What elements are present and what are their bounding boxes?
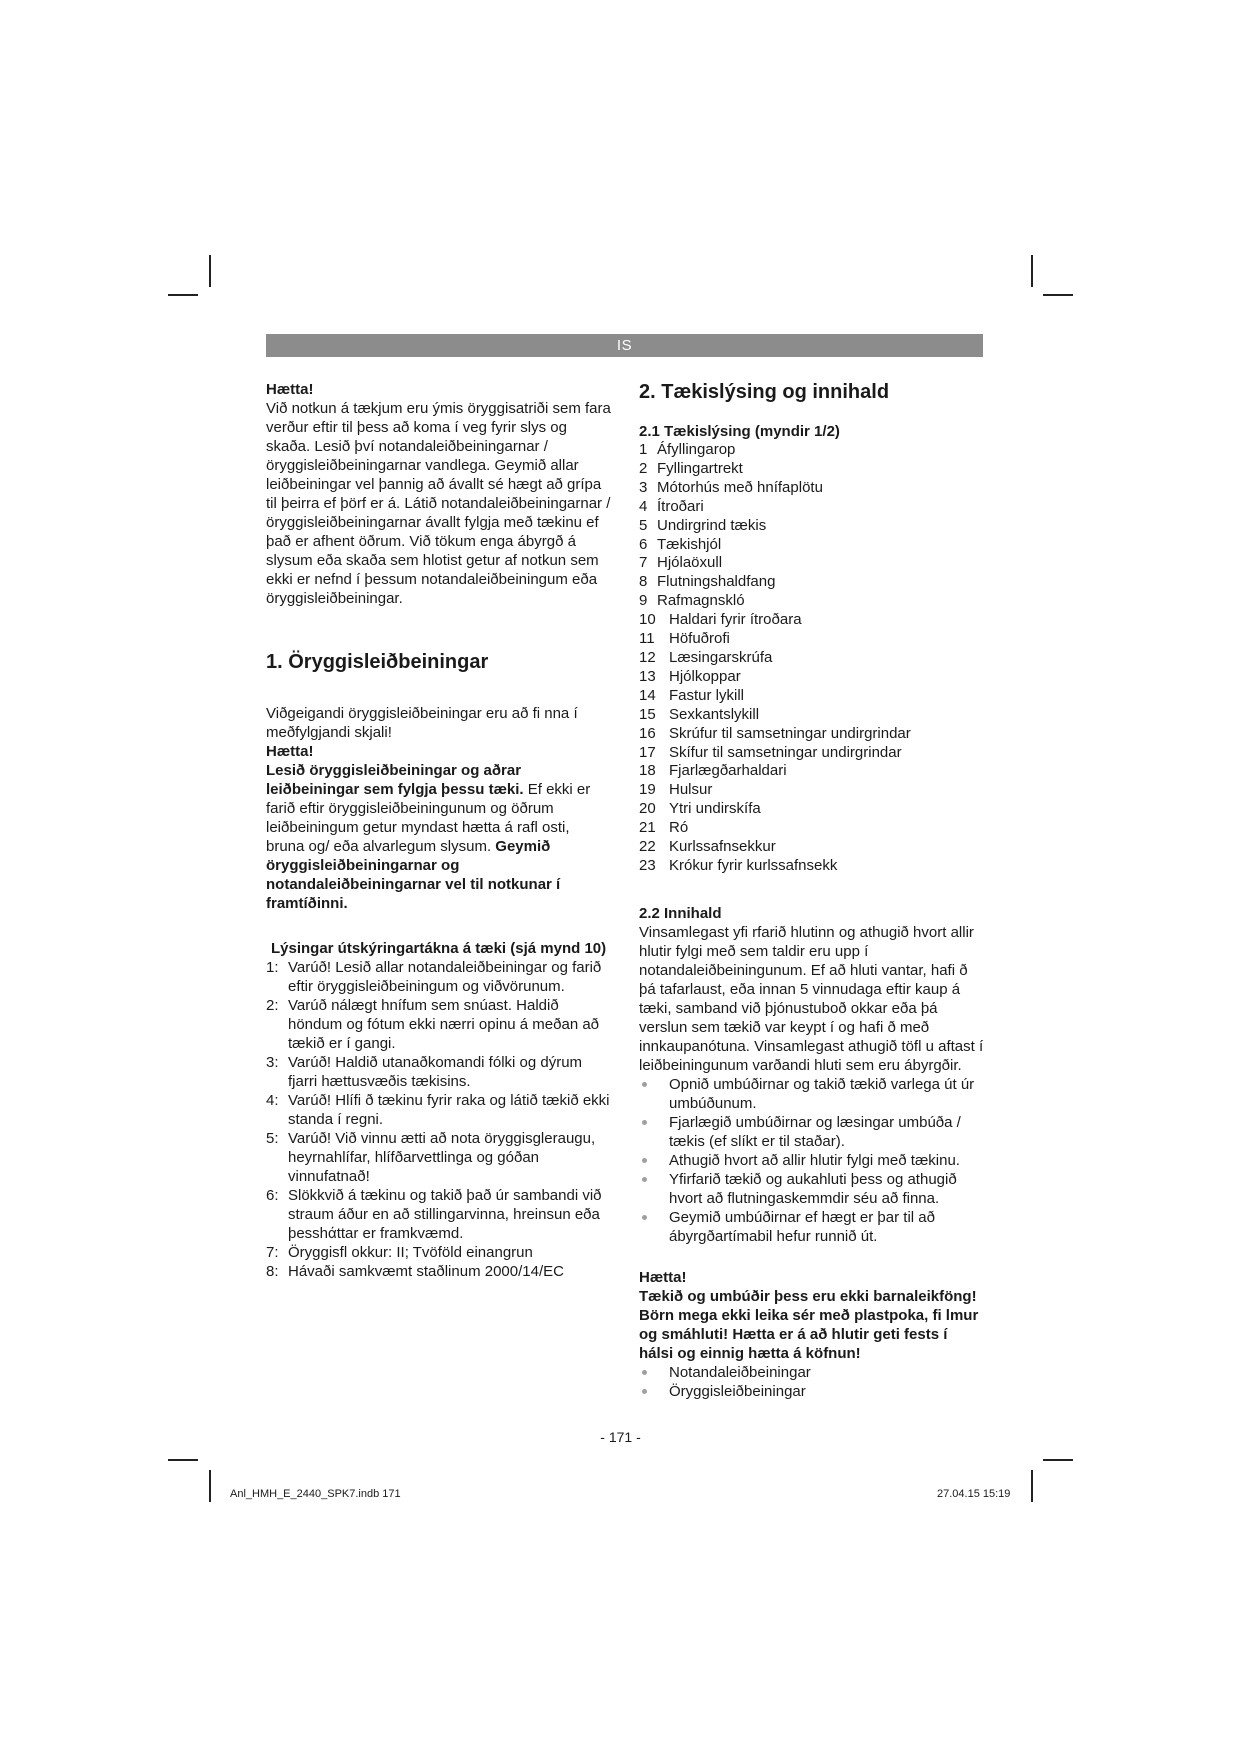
part-number: 16: [639, 724, 656, 742]
symbol-item: [266, 1091, 611, 1129]
part-item: [639, 573, 984, 592]
part-item: [639, 762, 984, 781]
part-text: Sexkantslykill: [669, 705, 760, 723]
part-text: Krókur fyrir kurlssafnsekk: [669, 856, 838, 874]
symbol-text: Slökkvið á tækinu og takið það úr sambandi við straum áður en að stillingarvinna, hreinsun eða þesshάttar er framkvæmd.: [288, 1187, 602, 1242]
content-bullets: [639, 1075, 984, 1246]
part-text: Fjarlægðarhaldari: [669, 762, 787, 780]
crop-mark: [1031, 1470, 1033, 1502]
symbol-number: 5:: [266, 1130, 279, 1147]
list-item: [639, 1113, 984, 1151]
part-item: [639, 554, 984, 573]
part-item: [639, 857, 984, 876]
part-number: 3: [639, 478, 648, 496]
part-number: 23: [639, 856, 656, 874]
part-text: Undirgrind tækis: [657, 516, 767, 534]
section-2-title: 2. Tækislýsing og innihald: [639, 381, 890, 403]
part-item: [639, 498, 984, 517]
part-text: Höfuðrofi: [669, 630, 730, 648]
part-text: Ró: [669, 819, 689, 837]
warning-2-text: Tækið og umbúðir þess eru ekki barnaleikföng! Börn mega ekki leika sér með plastpoka, fi lmur og smáhluti! Hætta er á að hlutir geti fests í hálsi og einnig hætta á köfnun!: [639, 1287, 979, 1362]
part-item: [639, 611, 984, 630]
part-text: Skífur til samsetningar undirgrindar: [669, 743, 902, 761]
part-number: 7: [639, 554, 648, 572]
symbol-number: 2:: [266, 997, 279, 1014]
part-text: Ítroðari: [657, 497, 704, 515]
symbol-number: 3:: [266, 1054, 279, 1071]
bullet-text: Yfirfarið tækið og aukahluti þess og athugið hvort að flutningaskemmdir séu að finna.: [669, 1170, 957, 1207]
part-text: Hjólkoppar: [669, 667, 741, 685]
part-number: 15: [639, 705, 656, 723]
symbol-text: Varúð! Lesið allar notandaleiðbeiningar og farið eftir öryggisleiðbeiningum og viðvörunum.: [288, 959, 602, 995]
part-number: 12: [639, 648, 656, 666]
part-text: Læsingarskrúfa: [669, 648, 773, 666]
left-column: [266, 380, 611, 1281]
bullet-text: Athugið hvort að allir hlutir fylgi með tækinu.: [669, 1151, 960, 1169]
part-text: Mótorhús með hnífaplötu: [657, 478, 823, 496]
part-number: 10: [639, 611, 656, 629]
section-1-text: Ef ekki er farið eftir öryggisleiðbeiningunum og öðrum leiðbeiningum getur myndast hætta á rafl osti, bruna og/ eða alvarlegum slysum.: [266, 781, 591, 855]
part-item: [639, 781, 984, 800]
part-item: [639, 536, 984, 555]
part-text: Fastur lykill: [669, 686, 745, 704]
bullet-icon: [642, 1215, 647, 1220]
symbol-item: [266, 996, 611, 1053]
bullet-text: Öryggisleiðbeiningar: [669, 1382, 806, 1400]
part-item: [639, 592, 984, 611]
warning-text: Við notkun á tækjum eru ýmis öryggisatriði sem fara verður eftir til þess að koma í veg fyrir slys og skaða. Lesið því notandaleiðbeiningarnar / öryggisleiðbeiningarnar vandlega. Geymið allar leiðbeiningar vel þannig að ávallt sé hægt að grípa til þeirra ef þörf er á. Látið notandaleiðbeiningarnar / öryggisleiðbeiningarnar ávallt fylgja með tækinu ef það er afhent öðrum. Við tökum enga ábyrgð á slysum eða skaða sem hlotist getur af notkun sem ekki er nefnd í þessum notandaleiðbeiningum eða öryggisleiðbeiningar.: [266, 400, 611, 607]
symbol-item: [266, 1053, 611, 1091]
part-text: Rafmagnskló: [657, 592, 745, 610]
symbol-number: 1:: [266, 959, 279, 976]
part-number: 14: [639, 686, 656, 704]
crop-mark: [1043, 1459, 1073, 1461]
warning-title: Hætta!: [266, 381, 314, 398]
part-text: Hulsur: [669, 781, 713, 799]
part-text: Fyllingartrekt: [657, 459, 743, 477]
part-number: 21: [639, 819, 656, 837]
part-number: 4: [639, 497, 648, 515]
symbol-item: [266, 1262, 611, 1281]
bullet-text: Fjarlægið umbúðirnar og læsingar umbúða / tækis (ef slíkt er til staðar).: [669, 1113, 961, 1150]
symbols-title: Lýsingar útskýringartákna á tæki (sjá mynd 10): [271, 940, 607, 957]
part-number: 6: [639, 535, 648, 553]
part-item: [639, 460, 984, 479]
bullet-text: Opnið umbúðirnar og takið tækið varlega út úr umbúðunum.: [669, 1075, 975, 1112]
symbol-item: [266, 958, 611, 996]
symbol-text: Varúð nálægt hnífum sem snúast. Haldið höndum og fótum ekki nærri opinu á meðan að tækið er í gangi.: [288, 997, 600, 1052]
warning-2-title: Hætta!: [639, 1268, 687, 1286]
part-item: [639, 706, 984, 725]
part-text: Hjólaöxull: [657, 554, 723, 572]
crop-mark: [168, 294, 198, 296]
section-1-warning-title: Hætta!: [266, 743, 314, 760]
bullet-icon: [642, 1370, 647, 1375]
part-number: 19: [639, 781, 656, 799]
symbol-number: 8:: [266, 1263, 279, 1280]
part-item: [639, 800, 984, 819]
section-1-intro: Viðgeigandi öryggisleiðbeiningar eru að fi nna í meðfylgjandi skjali!: [266, 705, 578, 741]
crop-mark: [168, 1459, 198, 1461]
symbol-text: Varúð! Við vinnu ætti að nota öryggisgleraugu, heyrnahlífar, hlífðarvettlinga og góðan vinnufatnað!: [288, 1130, 596, 1185]
content-text: Vinsamlegast yfi rfarið hlutinn og athugið hvort allir hlutir fylgi með sem taldir eru upp í notandaleiðbeiningunum. Ef að hluti vantar, hafi ð þá tafarlaust, eða innan 5 vinnudaga eftir kaup á tæki, samband við þjónustuboð okkar eða þá verslun sem tækið var keypt í og hafi ð með innkaupanótuna. Vinsamlegast athugið töfl u aftast í leiðbeiningunum varðandi hluti sem eru ábyrgðir.: [639, 923, 984, 1074]
part-item: [639, 630, 984, 649]
part-item: [639, 819, 984, 838]
part-text: Skrúfur til samsetningar undirgrindar: [669, 724, 911, 742]
symbol-text: Varúð! Hlífi ð tækinu fyrir raka og látið tækið ekki standa í regni.: [288, 1092, 610, 1128]
symbol-text: Hávaði samkvæmt staðlinum 2000/14/EC: [288, 1263, 564, 1280]
part-text: Ytri undirskífa: [669, 800, 761, 818]
bullet-text: Geymið umbúðirnar ef hægt er þar til að ábyrgðartímabil hefur runnið út.: [669, 1208, 935, 1245]
list-item: [639, 1382, 984, 1401]
list-item: [639, 1151, 984, 1170]
bullet-icon: [642, 1082, 647, 1087]
section-1-title: 1. Öryggisleiðbeiningar: [266, 651, 489, 673]
part-number: 1: [639, 441, 648, 458]
footer-filename: Anl_HMH_E_2440_SPK7.indb 171: [230, 1488, 401, 1500]
part-text: Haldari fyrir ítroðara: [669, 611, 802, 629]
bullet-text: Notandaleiðbeiningar: [669, 1363, 811, 1381]
section-1-bold-1: Lesið öryggisleiðbeiningar og aðrar leiðbeiningar sem fylgja þessu tæki.: [266, 762, 524, 798]
subsection-2-2-title: 2.2 Innihald: [639, 904, 722, 922]
bullet-icon: [642, 1389, 647, 1394]
symbol-number: 4:: [266, 1092, 279, 1109]
list-item: [639, 1075, 984, 1113]
part-number: 22: [639, 838, 656, 856]
crop-mark: [209, 1470, 211, 1502]
part-item: [639, 725, 984, 744]
page-number: - 171 -: [600, 1429, 641, 1445]
crop-mark: [1031, 255, 1033, 287]
part-text: Tækishjól: [657, 535, 722, 553]
part-item: [639, 687, 984, 706]
part-item: [639, 517, 984, 536]
symbol-number: 6:: [266, 1187, 279, 1204]
symbol-item: [266, 1243, 611, 1262]
part-text: Áfyllingarop: [657, 441, 736, 458]
part-text: Flutningshaldfang: [657, 573, 776, 591]
language-bar: IS: [266, 334, 983, 357]
symbols-list: [266, 958, 611, 1281]
symbol-item: [266, 1129, 611, 1186]
list-item: [639, 1363, 984, 1382]
symbol-item: [266, 1186, 611, 1243]
section-1-paragraph: [266, 761, 611, 913]
included-docs-list: [639, 1363, 984, 1401]
list-item: [639, 1170, 984, 1208]
part-number: 11: [639, 630, 655, 648]
part-number: 2: [639, 459, 648, 477]
part-text: Kurlssafnsekkur: [669, 838, 776, 856]
part-item: [639, 649, 984, 668]
crop-mark: [1043, 294, 1073, 296]
right-column: [639, 380, 984, 1401]
bullet-icon: [642, 1158, 647, 1163]
crop-mark: [209, 255, 211, 287]
list-item: [639, 1208, 984, 1246]
part-item: [639, 668, 984, 687]
bullet-icon: [642, 1177, 647, 1182]
part-item: [639, 479, 984, 498]
part-number: 17: [639, 743, 656, 761]
part-number: 13: [639, 667, 656, 685]
part-number: 5: [639, 516, 648, 534]
footer-timestamp: 27.04.15 15:19: [937, 1488, 1011, 1500]
part-item: [639, 744, 984, 763]
part-number: 18: [639, 762, 656, 780]
part-number: 9: [639, 592, 648, 610]
bullet-icon: [642, 1120, 647, 1125]
symbol-text: Öryggisfl okkur: II; Tvöföld einangrun: [288, 1244, 533, 1261]
part-number: 20: [639, 800, 656, 818]
parts-list: [639, 441, 984, 876]
part-item: [639, 441, 984, 460]
symbol-number: 7:: [266, 1244, 279, 1261]
part-item: [639, 838, 984, 857]
subsection-2-1-title: 2.1 Tækislýsing (myndir 1/2): [639, 423, 840, 440]
part-number: 8: [639, 573, 648, 591]
symbol-text: Varúð! Haldið utanaðkomandi fólki og dýrum fjarri hættusvæðis tækisins.: [288, 1054, 583, 1090]
section-1-bold-2: Geymið öryggisleiðbeiningarnar og notandaleiðbeiningarnar vel til notkunar í framtíðinni.: [266, 838, 561, 912]
